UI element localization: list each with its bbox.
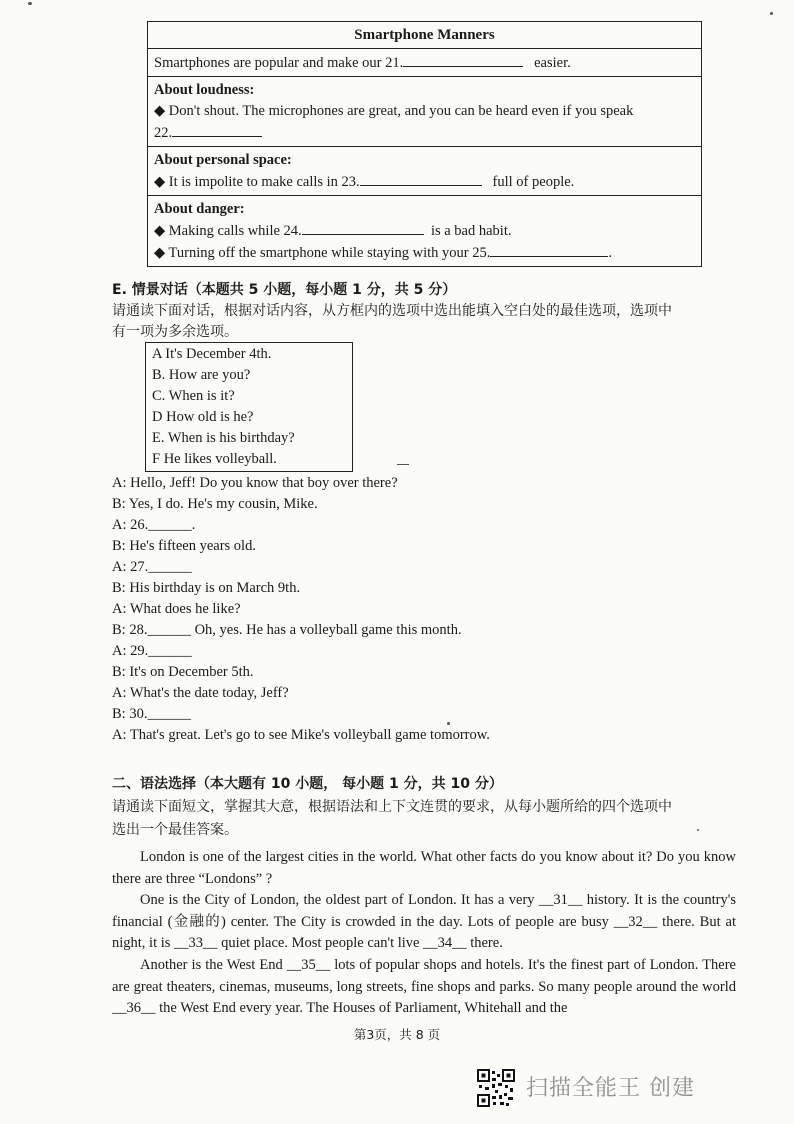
scan-speck: [697, 829, 699, 831]
diamond-bullet-icon: ◆: [154, 245, 166, 261]
loudness-bullet: [154, 101, 695, 122]
table-loudness-row: [148, 76, 701, 146]
scan-speck: [770, 12, 773, 15]
section-2-title: [112, 774, 503, 795]
option-f: F He likes volleyball.: [152, 451, 277, 467]
space-heading: About personal space:: [154, 152, 292, 168]
table-intro-row: [148, 48, 701, 76]
section-e-instr-2: 有一项为多余选项。: [112, 324, 238, 340]
option-a: A It's December 4th.: [152, 346, 272, 362]
danger-bullet-1: [154, 220, 695, 242]
section-2-instr-2: 选出一个最佳答案。: [112, 822, 238, 838]
scan-speck: [447, 722, 450, 725]
scanner-watermark: 扫描全能王 创建: [526, 1076, 695, 1101]
diamond-bullet-icon: ◆: [154, 103, 166, 119]
options-box: [145, 342, 353, 472]
paragraph-3: Another is the West End __35__ lots of popular shops and hotels. It's the finest part of London. There are great theaters, cinemas, museums, long streets, fine shops and parks. So many people around the world __36__ the West End every year. The Houses of Parliament, Whitehall and the: [112, 957, 736, 1016]
loudness-bullet-cont: [154, 122, 695, 144]
dialogue-line: A: Hello, Jeff! Do you know that boy over there?: [112, 475, 398, 491]
scan-speck: [28, 2, 32, 5]
dialogue-line: A: What does he like?: [112, 601, 241, 617]
diamond-bullet-icon: ◆: [154, 223, 166, 239]
dialogue-line: B: He's fifteen years old.: [112, 538, 256, 554]
dialogue: [112, 473, 490, 746]
danger-bullet-1-text: Making calls while 24.: [168, 223, 302, 239]
section-e-title-text: E. 情景对话（本题共 5 小题，每小题 1 分，共 5 分）: [112, 282, 457, 298]
section-2-title-text: 二、语法选择（本大题有 10 小题， 每小题 1 分，共 10 分）: [112, 776, 503, 792]
option-d: D How old is he?: [152, 409, 254, 425]
scan-speck: [397, 464, 409, 465]
danger-heading: About danger:: [154, 201, 245, 217]
option-c: C. When is it?: [152, 388, 235, 404]
dialogue-line: A: What's the date today, Jeff?: [112, 685, 289, 701]
space-bullet: [154, 171, 695, 193]
paragraph-2: One is the City of London, the oldest part of London. It has a very __31__ history. It is the country's financial (金融的) center. The City is crowded in the day. Lots of people are busy __32__ there. But at night, it is __33__ quiet place. Most people can't live __34__ there.: [112, 892, 736, 951]
section-2-instr-1: 请通读下面短文，掌握其大意，根据语法和上下文连贯的要求，从每小题所给的四个选项中: [112, 799, 672, 815]
danger-bullet-2: [154, 242, 695, 264]
dialogue-line: B: 28.______ Oh, yes. He has a volleyball game this month.: [112, 622, 462, 638]
intro-text: Smartphones are popular and make our 21.: [154, 55, 404, 71]
table-space-row: [148, 146, 701, 195]
loudness-bullet-text: Don't shout. The microphones are great, and you can be heard even if you speak: [168, 103, 634, 119]
page-number: 第3页，共 8 页: [353, 1027, 441, 1042]
table-danger-row: [148, 195, 701, 266]
danger-bullet-2-text: Turning off the smartphone while staying with your 25.: [168, 245, 491, 261]
danger-bullet-2-tail: .: [608, 245, 612, 261]
dialogue-line: B: His birthday is on March 9th.: [112, 580, 301, 596]
dialogue-line: A: 27.______: [112, 559, 192, 575]
dialogue-line: B: 30.______: [112, 706, 191, 722]
paragraph-1: London is one of the largest cities in the world. What other facts do you know about it? Do you know there are three “Londons” ?: [112, 849, 736, 887]
dialogue-line: A: 26.______.: [112, 517, 196, 533]
qr-code-icon: [476, 1068, 516, 1108]
space-bullet-text: It is impolite to make calls in 23.: [168, 174, 360, 190]
option-e: E. When is his birthday?: [152, 430, 295, 446]
danger-bullet-1-tail: is a bad habit.: [430, 223, 512, 239]
loudness-bullet-cont-text: 22.: [154, 125, 173, 141]
option-b: B. How are you?: [152, 367, 251, 383]
intro-tail: easier.: [534, 55, 571, 71]
dialogue-line: A: 29.______: [112, 643, 192, 659]
dialogue-line: B: It's on December 5th.: [112, 664, 254, 680]
table-title: Smartphone Manners: [354, 27, 495, 43]
section-e-title: [112, 280, 456, 301]
space-bullet-tail: full of people.: [492, 174, 575, 190]
dialogue-line: A: That's great. Let's go to see Mike's volleyball game tomorrow.: [112, 727, 490, 743]
dialogue-line: B: Yes, I do. He's my cousin, Mike.: [112, 496, 318, 512]
section-e-instr-1: 请通读下面对话，根据对话内容，从方框内的选项中选出能填入空白处的最佳选项，选项中: [112, 303, 672, 319]
loudness-heading: About loudness:: [154, 82, 255, 98]
page-footer: [0, 1025, 794, 1043]
diamond-bullet-icon: ◆: [154, 174, 166, 190]
smartphone-manners-table: [147, 21, 702, 267]
